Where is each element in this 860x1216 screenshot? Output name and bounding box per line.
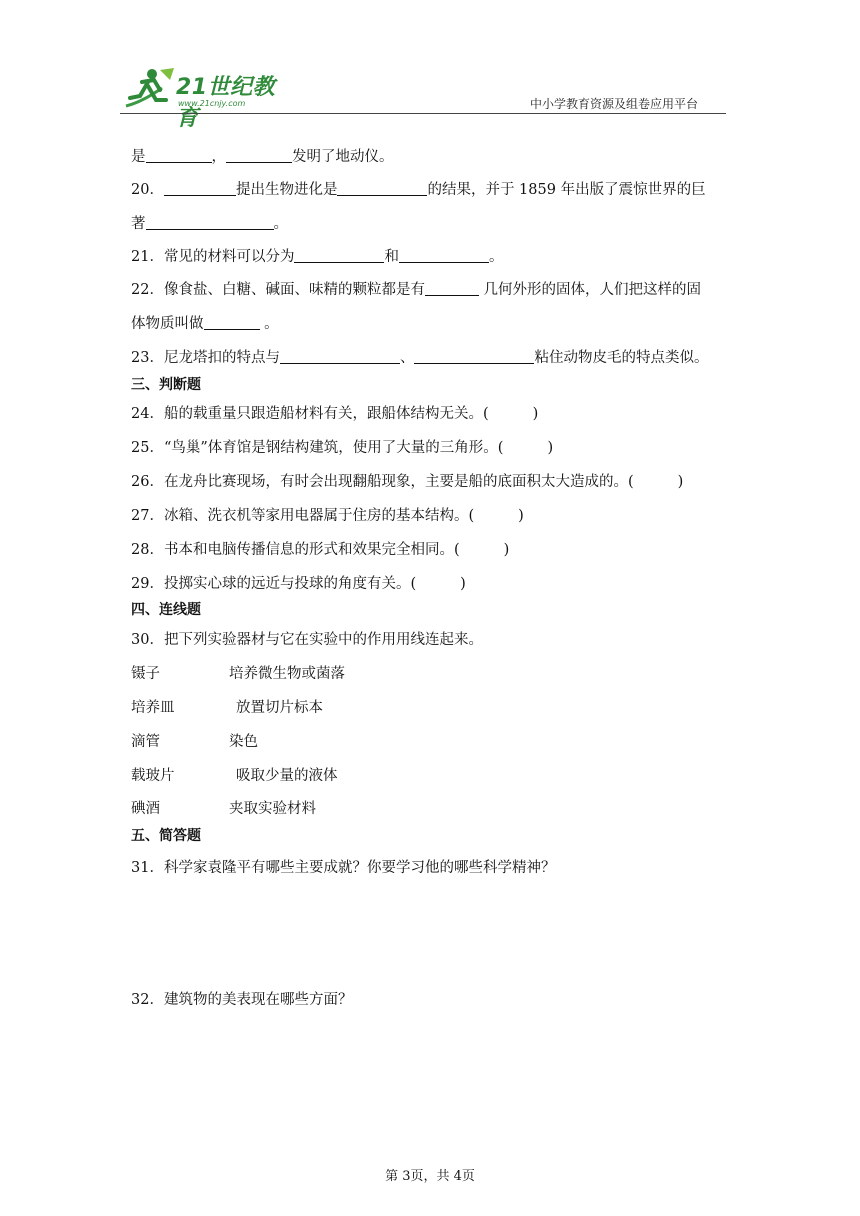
answer-blank[interactable]	[226, 148, 292, 163]
page-footer: 第 3页，共 4页	[385, 1169, 475, 1184]
answer-blank[interactable]	[425, 281, 479, 296]
answer-blank[interactable]	[146, 148, 212, 163]
question-30: 30．把下列实验器材与它在实验中的作用用线连起来。	[131, 632, 483, 648]
question-27: 27．冰箱、洗衣机等家用电器属于住房的基本结构。( )	[131, 508, 524, 524]
question-22: 22．像食盐、白糖、碱面、味精的颗粒都是有 几何外形的固体，人们把这样的固	[131, 282, 702, 298]
question-29: 29．投掷实心球的远近与投球的角度有关。( )	[131, 576, 466, 592]
section-title-short-answer: 五、简答题	[131, 828, 201, 844]
match-left-item[interactable]: 载玻片	[131, 768, 175, 784]
answer-blank[interactable]	[399, 248, 489, 263]
logo-url: www.21cnjy.com	[178, 99, 246, 108]
section-title-judge: 三、判断题	[131, 377, 201, 393]
match-right-item[interactable]: 吸取少量的液体	[236, 768, 338, 784]
runner-icon	[122, 66, 176, 112]
match-left-item[interactable]: 碘酒	[131, 801, 160, 817]
answer-blank[interactable]	[294, 248, 384, 263]
answer-blank[interactable]	[204, 315, 260, 330]
question-25: 25．“鸟巢”体育馆是钢结构建筑，使用了大量的三角形。( )	[131, 440, 554, 456]
header-divider	[120, 113, 726, 114]
answer-blank[interactable]	[164, 181, 236, 196]
answer-blank[interactable]	[280, 349, 400, 364]
question-32: 32．建筑物的美表现在哪些方面？	[131, 992, 353, 1008]
platform-title: 中小学教育资源及组卷应用平台	[530, 97, 699, 111]
logo-text: 21世纪教育	[176, 75, 276, 131]
match-right-item[interactable]: 培养微生物或菌落	[229, 666, 345, 682]
answer-blank[interactable]	[337, 181, 427, 196]
question-21: 21．常见的材料可以分为 和 。	[131, 249, 504, 265]
answer-blank[interactable]	[414, 349, 534, 364]
match-right-item[interactable]: 染色	[229, 734, 258, 750]
question-28: 28．书本和电脑传播信息的形式和效果完全相同。( )	[131, 542, 510, 558]
question-26: 26．在龙舟比赛现场，有时会出现翻船现象，主要是船的底面积太大造成的。( )	[131, 474, 684, 490]
match-left-item[interactable]: 滴管	[131, 734, 160, 750]
question-20-cont: 著 。	[131, 216, 288, 232]
question-24: 24．船的载重量只跟造船材料有关，跟船体结构无关。( )	[131, 406, 539, 422]
question-31: 31．科学家袁隆平有哪些主要成就？你要学习他的哪些科学精神？	[131, 860, 556, 876]
match-left-item[interactable]: 培养皿	[131, 700, 175, 716]
question-20: 20． 提出生物进化是 的结果，并于 1859 年出版了震惊世界的巨	[131, 182, 706, 198]
match-right-item[interactable]: 放置切片标本	[236, 700, 323, 716]
site-logo	[122, 66, 292, 131]
question-23: 23．尼龙塔扣的特点与 、 粘住动物皮毛的特点类似。	[131, 350, 709, 366]
match-right-item[interactable]: 夹取实验材料	[229, 801, 316, 817]
question-22-cont: 体物质叫做 。	[131, 316, 279, 332]
answer-blank[interactable]	[146, 215, 274, 230]
section-title-matching: 四、连线题	[131, 602, 201, 618]
q19-tail: 是 ， 发明了地动仪。	[131, 149, 394, 165]
match-left-item[interactable]: 镊子	[131, 666, 160, 682]
